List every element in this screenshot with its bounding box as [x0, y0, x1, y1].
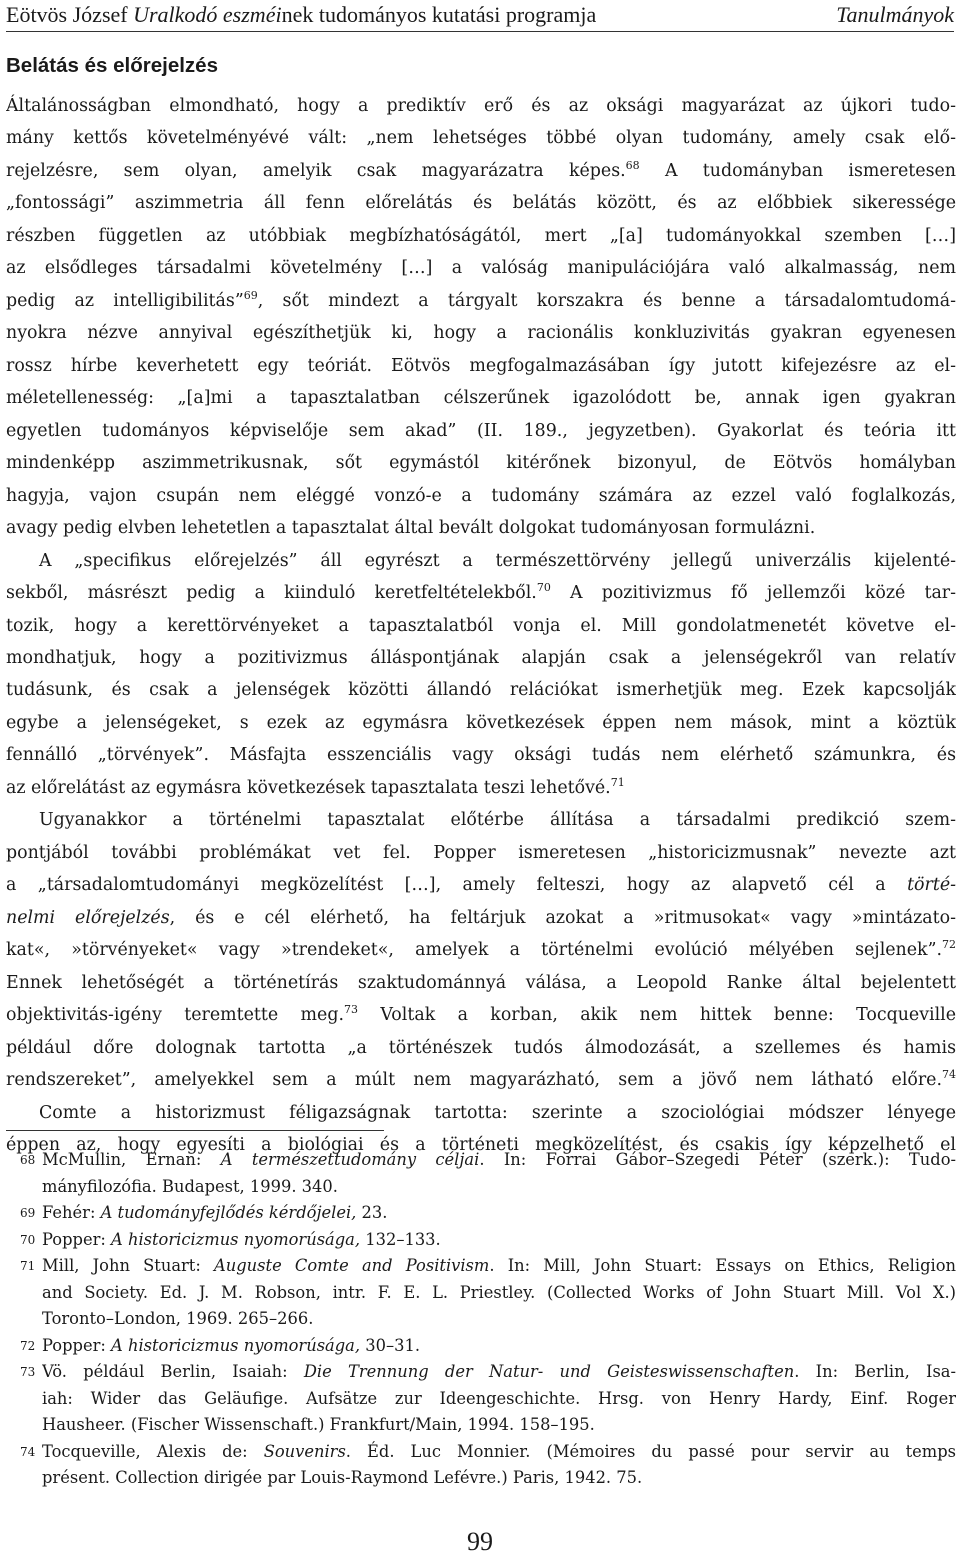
body-line	[6, 90, 956, 122]
text-run: , sőt mindezt a tárgyalt korszakra és benne a társadalomtudomá-	[257, 290, 956, 311]
body-line	[6, 415, 956, 447]
italic-text: Auguste Comte and Positivism	[214, 1256, 490, 1275]
text-run: Comte a historizmust féligazságnak tartotta: szerinte a szociológiai módszer lényege	[39, 1102, 956, 1123]
text-run: 30–31.	[360, 1335, 421, 1355]
header-title-italic: Uralkodó eszméi	[133, 2, 282, 27]
body-line	[6, 220, 956, 252]
body-line	[6, 837, 956, 869]
footnote-number: 68	[20, 1153, 36, 1167]
text-run: Fehér:	[42, 1203, 101, 1222]
footnote	[6, 1200, 956, 1227]
body-line	[6, 869, 956, 901]
body-line	[6, 155, 956, 187]
footnote-line	[42, 1333, 956, 1360]
body-line	[6, 1032, 956, 1064]
text-run: „fontossági” aszimmetria áll fenn előrelátás és belátás között, és az előbbiek sikeressége	[6, 193, 956, 214]
italic-text: törté-	[907, 875, 956, 896]
text-run: . Éd. Luc Monnier. (Mémoires du passé pour servir au temps	[345, 1441, 956, 1461]
text-run: nyokra nézve annyival egészíthetjük ki, hogy a racionális konkluzivitás gyakran egyenesen	[6, 323, 956, 344]
footnote-number: 70	[20, 1232, 36, 1247]
italic-text: A historicizmus nyomorúsága,	[111, 1229, 361, 1249]
text-run: Ennek lehetőségét a történetírás szaktudománnyá válása, a Leopold Ranke által bejelentett	[6, 972, 956, 993]
italic-text: A tudományfejlődés kérdőjelei,	[100, 1203, 357, 1222]
body-line	[6, 1097, 956, 1129]
footnote-line	[42, 1465, 956, 1492]
text-run: pontjából további problémákat vet fel. Popper ismeretesen „historicizmusnak” nevezte azt	[6, 842, 956, 863]
text-run: avagy pedig elvben lehetetlen a tapasztalat által bevált dolgokat tudományosan formulázni.	[6, 518, 816, 539]
body-text	[6, 90, 956, 1161]
footnotes	[6, 1147, 956, 1492]
body-line	[6, 707, 956, 739]
body-line	[6, 350, 956, 382]
footnote-ref: 71	[610, 776, 625, 790]
italic-text: Die Trennung der Natur- und Geisteswissenschaften	[303, 1362, 795, 1381]
text-run: a „társadalomtudományi megközelítést […], amely felteszi, hogy az alapvető cél a	[6, 875, 908, 896]
text-run: Popper:	[42, 1335, 112, 1355]
text-run: például dőre dolognak tartotta „a történészek tudós álmodozását, a szellemes és hamis	[6, 1037, 956, 1058]
text-run: and Society. Ed. J. M. Robson, intr. F. E. L. Priestley. (Collected Works of John Stuart Mill. Vol X.)	[42, 1282, 956, 1302]
footnote-ref: 68	[625, 159, 640, 173]
footnote	[6, 1333, 956, 1360]
text-run: pedig az intelligibilitás”	[6, 290, 244, 311]
text-run: 132–133.	[360, 1229, 441, 1249]
footnote-line	[42, 1253, 956, 1280]
body-line	[6, 285, 956, 317]
italic-text: Souvenirs	[263, 1441, 346, 1461]
body-line	[6, 317, 956, 349]
footnote-number: 72	[20, 1338, 36, 1353]
text-run: Voltak a korban, akik nem hittek benne: Tocqueville	[358, 1005, 956, 1026]
text-run: 23.	[356, 1203, 388, 1222]
footnote-ref: 69	[243, 289, 258, 303]
footnote	[6, 1439, 956, 1492]
section-heading: Belátás és előrejelzés	[6, 54, 218, 77]
footnote-line	[42, 1227, 956, 1254]
text-run: A „specifikus előrejelzés” áll egyrészt a természettörvény jellegű univerzális kijelenté-	[39, 550, 956, 571]
body-line	[6, 512, 956, 544]
text-run: A tudományban ismeretesen	[639, 160, 956, 181]
body-line	[6, 610, 956, 642]
text-run: rejelzésre, sem olyan, amelyik csak magyarázatra képes.	[6, 160, 626, 181]
body-line	[6, 739, 956, 771]
header-section-label: Tanulmányok	[836, 2, 954, 27]
footnote-ref: 73	[344, 1003, 358, 1017]
text-run: Mill, John Stuart:	[42, 1256, 215, 1275]
footnote-rule	[6, 1130, 384, 1131]
text-run: az előrelátást az egymásra következések tapasztalata teszi lehetővé.	[6, 777, 611, 798]
text-run: az elsődleges társadalmi követelmény […] a valóság manipulációjára való alkalmasság, nem	[6, 258, 956, 279]
body-line	[6, 577, 956, 609]
text-run: egyetlen tudományos képviselője sem akad” (II. 189., jegyzetben). Gyakorlat és teória itt	[6, 420, 956, 441]
text-run: kat«, »törvényeket« vagy »trendeket«, amelyek a történelmi evolúció mélyében sejlenek”.	[6, 940, 942, 961]
text-run: , és e cél elérhető, ha feltárjuk azokat a »ritmusokat« vagy »mintázato-	[169, 907, 956, 928]
text-run: A pozitivizmus fő jellemzői közé tar-	[550, 583, 956, 604]
footnote-number: 74	[20, 1444, 36, 1459]
footnote-ref: 70	[536, 581, 551, 595]
italic-text: A természettudomány céljai	[220, 1150, 480, 1169]
body-line	[6, 447, 956, 479]
body-line	[6, 1064, 956, 1096]
text-run: Ugyanakkor a történelmi tapasztalat előtérbe állítása a társadalmi predikció szem-	[39, 810, 956, 831]
footnote-number: 71	[20, 1259, 36, 1273]
text-run: Vö. például Berlin, Isaiah:	[42, 1362, 304, 1381]
running-header	[6, 2, 954, 32]
footnote-line	[42, 1359, 956, 1386]
body-line	[6, 187, 956, 219]
footnote-line	[42, 1306, 956, 1333]
body-line	[6, 480, 956, 512]
body-line	[6, 122, 956, 154]
footnote-line	[42, 1439, 956, 1466]
text-run: méletellenesség: „[a]mi a tapasztalatban célszerűnek igazolódott be, annak igen gyakran	[6, 388, 956, 409]
text-run: présent. Collection dirigée par Louis-Raymond Lefévre.) Paris, 1942. 75.	[42, 1468, 643, 1487]
footnote-line	[42, 1412, 956, 1439]
footnote	[6, 1359, 956, 1439]
footnote-line	[42, 1200, 956, 1227]
body-line	[6, 545, 956, 577]
text-run: Általánosságban elmondható, hogy a prediktív erő és az oksági magyarázat az újkori tudo-	[6, 96, 956, 116]
body-line	[6, 674, 956, 706]
text-run: mondhatjuk, hogy a pozitivizmus álláspontjának alapján csak a jelenségekről van relatív	[6, 647, 956, 668]
body-line	[6, 967, 956, 999]
body-line	[6, 642, 956, 674]
header-title	[6, 2, 596, 28]
text-run: tozik, hogy a kerettörvényeket a tapasztalatból vonja el. Mill gondolatmenetét követve el-	[6, 615, 956, 636]
text-run: . In: Forrai Gábor–Szegedi Péter (szerk.): Tudo-	[479, 1150, 956, 1169]
text-run: iah: Wider das Geläufige. Aufsätze zur Ideengeschichte. Hrsg. von Henry Hardy, Einf. Roger	[42, 1388, 956, 1408]
text-run: egybe a jelenségeket, s ezek az egymásra következések éppen nem mások, mint a köztük	[6, 712, 956, 733]
body-line	[6, 999, 956, 1031]
text-run: objektivitás-igény teremtette meg.	[6, 1005, 344, 1026]
body-line	[6, 902, 956, 934]
body-line	[6, 804, 956, 836]
footnote	[6, 1227, 956, 1254]
text-run: éppen az, hogy egyesíti a biológiai és a történeti megközelítést, és csakis így képzelhető el	[6, 1135, 956, 1155]
footnote-ref: 74	[942, 1068, 956, 1082]
footnote-line	[42, 1147, 956, 1174]
text-run: McMullin, Ernan:	[42, 1150, 221, 1169]
text-run: . In: Mill, John Stuart: Essays on Ethics, Religion	[489, 1256, 956, 1275]
text-run: mányfilozófia. Budapest, 1999. 340.	[42, 1176, 338, 1196]
text-run: Popper:	[42, 1229, 112, 1249]
text-run: . In: Berlin, Isa-	[794, 1362, 956, 1381]
header-rule	[6, 31, 954, 32]
text-run: mány kettős követelményévé vált: „nem lehetséges többé olyan tudomány, amely csak elő-	[6, 128, 956, 149]
footnote	[6, 1253, 956, 1333]
header-title-suffix: nek tudományos kutatási programja	[281, 2, 597, 27]
text-run: sekből, másrészt pedig a kiinduló keretfeltételekből.	[6, 583, 537, 604]
text-run: részben független az utóbbiak megbízhatóságától, mert „[a] tudományokkal szemben […]	[6, 225, 956, 246]
text-run: Hausheer. (Fischer Wissenschaft.) Frankfurt/Main, 1994. 158–195.	[42, 1415, 595, 1434]
footnote	[6, 1147, 956, 1200]
footnote-line	[42, 1174, 956, 1201]
footnote-number: 69	[20, 1206, 36, 1220]
text-run: Toronto–London, 1969. 265–266.	[42, 1309, 314, 1328]
italic-text: nelmi előrejelzés	[6, 907, 170, 928]
footnote-line	[42, 1280, 956, 1307]
italic-text: A historicizmus nyomorúsága,	[111, 1335, 361, 1355]
text-run: hagyja, vajon csupán nem eléggé vonzó-e a tudomány számára az ezzel való foglalkozás,	[6, 485, 956, 506]
footnote-number: 73	[20, 1365, 36, 1379]
body-line	[6, 934, 956, 966]
header-title-prefix: Eötvös József	[6, 2, 134, 27]
text-run: Tocqueville, Alexis de:	[42, 1441, 264, 1461]
footnote-line	[42, 1386, 956, 1413]
body-line	[6, 252, 956, 284]
text-run: tudásunk, és csak a jelenségek közötti állandó relációkat ismerhetjük meg. Ezek kapcsolják	[6, 680, 956, 701]
text-run: rendszereket”, amelyekkel sem a múlt nem magyarázható, sem a jövő nem látható előre.	[6, 1070, 942, 1091]
footnote-ref: 72	[942, 938, 956, 952]
body-line	[6, 772, 956, 804]
body-line	[6, 382, 956, 414]
text-run: fennálló „törvények”. Másfajta esszenciális vagy oksági tudás nem elérhető számunkra, és	[6, 745, 956, 766]
text-run: mindenképp aszimmetrikusnak, sőt egymástól kitérőnek bizonyul, de Eötvös homályban	[6, 453, 956, 474]
text-run: rossz hírbe keverhetett egy teóriát. Eötvös megfogalmazásában így jutott kifejezésre az el-	[6, 355, 956, 376]
page-number: 99	[467, 1527, 493, 1556]
